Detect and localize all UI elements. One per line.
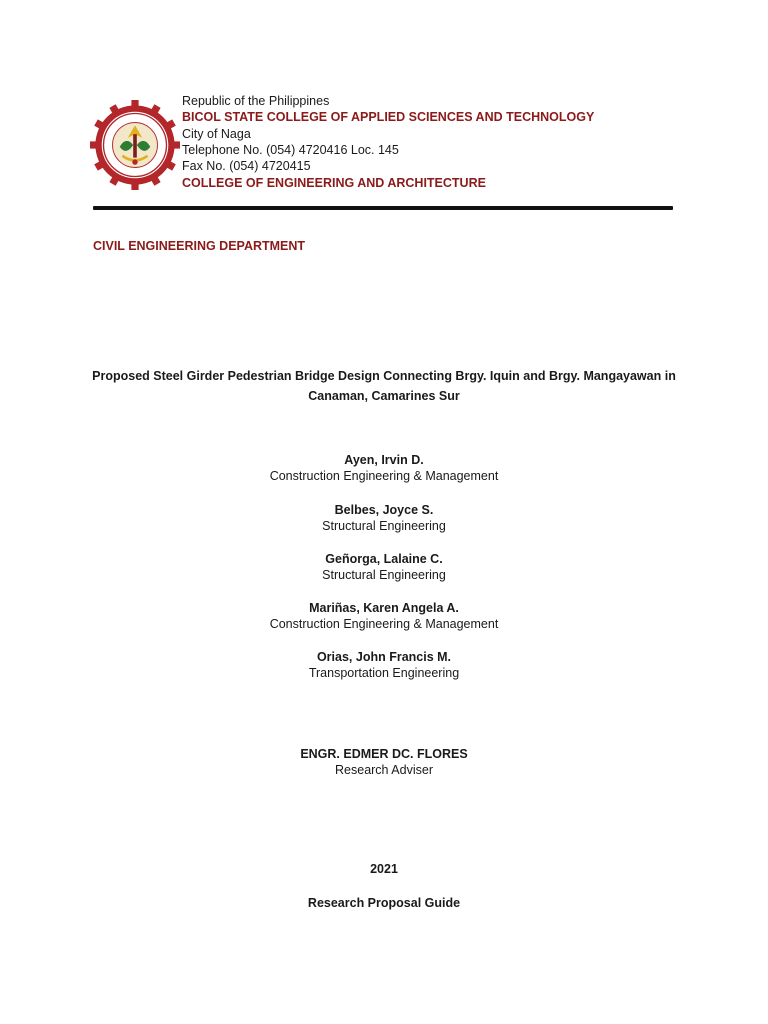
college-seal-logo <box>90 100 180 190</box>
author-name: Belbes, Joyce S. <box>334 503 434 517</box>
author-specialization: Structural Engineering <box>322 519 446 533</box>
adviser-name: ENGR. EDMER DC. FLORES <box>300 747 468 761</box>
fax-line: Fax No. (054) 4720415 <box>182 159 311 173</box>
country-line: Republic of the Philippines <box>182 94 330 108</box>
author-specialization: Transportation Engineering <box>308 666 460 680</box>
document-type-label: Research Proposal Guide <box>307 896 461 910</box>
author-name: Mariñas, Karen Angela A. <box>309 601 459 615</box>
city-line: City of Naga <box>182 127 251 141</box>
author-block <box>0 600 768 632</box>
author-block <box>0 452 768 484</box>
author-specialization: Construction Engineering & Management <box>269 617 499 631</box>
college-name: BICOL STATE COLLEGE OF APPLIED SCIENCES AND TECHNOLOGY <box>182 110 595 124</box>
author-specialization: Construction Engineering & Management <box>269 469 499 483</box>
adviser-role: Research Adviser <box>335 763 433 777</box>
author-block <box>0 551 768 583</box>
title-line-2: Canaman, Camarines Sur <box>308 389 460 403</box>
author-block <box>0 502 768 534</box>
author-name: Ayen, Irvin D. <box>344 453 424 467</box>
author-block <box>0 649 768 681</box>
year: 2021 <box>370 862 398 876</box>
author-name: Geñorga, Lalaine C. <box>325 552 443 566</box>
adviser-block <box>0 746 768 778</box>
header-divider <box>93 206 673 210</box>
title-line-1: Proposed Steel Girder Pedestrian Bridge Design Connecting Brgy. Iquin and Brgy. Mangayawan in <box>92 369 676 383</box>
department-heading: CIVIL ENGINEERING DEPARTMENT <box>93 239 306 253</box>
proposal-title <box>0 366 768 406</box>
college-unit: COLLEGE OF ENGINEERING AND ARCHITECTURE <box>182 176 486 190</box>
author-specialization: Structural Engineering <box>322 568 446 582</box>
telephone-line: Telephone No. (054) 4720416 Loc. 145 <box>182 143 399 157</box>
author-name: Orias, John Francis M. <box>316 650 452 664</box>
